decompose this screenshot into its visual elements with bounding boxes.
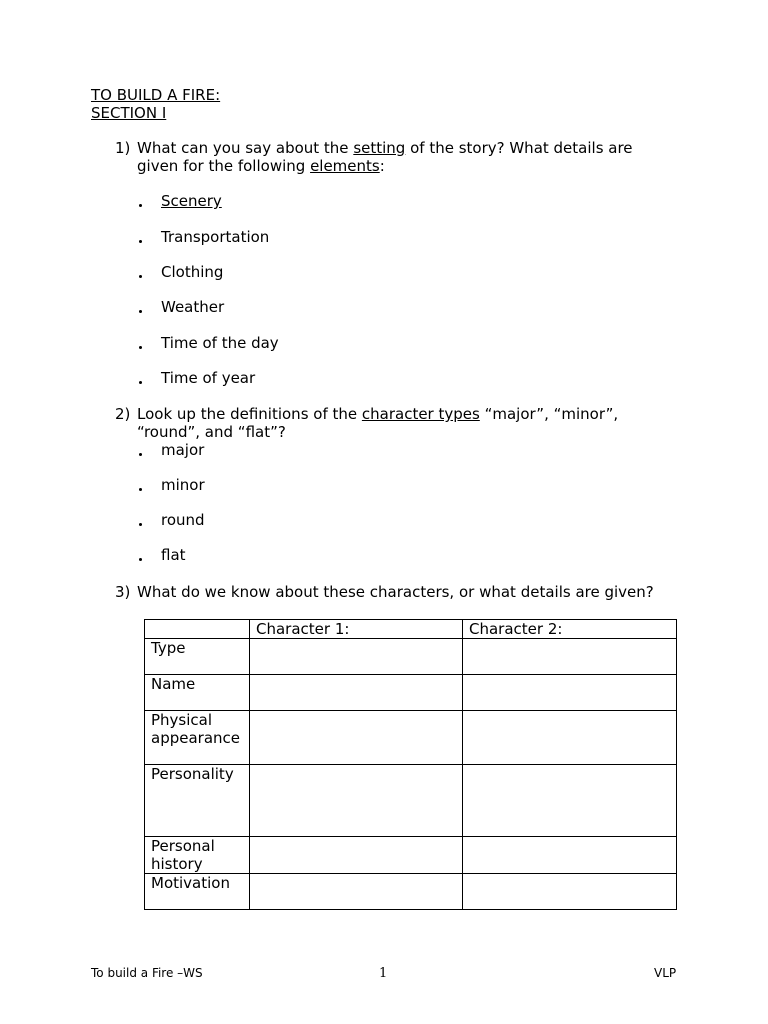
table-header-cell: Character 2:: [463, 620, 677, 639]
list-item-label: Transportation: [161, 228, 270, 246]
row-label-line: Personality: [151, 765, 234, 783]
answer-cell[interactable]: [463, 639, 677, 675]
row-label-line: Motivation: [151, 874, 230, 892]
row-label-line: Type: [151, 639, 186, 657]
bullet-icon: [139, 381, 142, 384]
table-row: [145, 675, 677, 711]
bullet-icon: [139, 558, 142, 561]
table-header-cell: [145, 620, 250, 639]
row-label-line: appearance: [151, 729, 240, 747]
bullet-icon: [139, 346, 142, 349]
answer-cell[interactable]: [250, 874, 463, 910]
row-label-line: Name: [151, 675, 196, 693]
table-row: [145, 837, 677, 874]
row-label: [145, 675, 250, 711]
term-setting: setting: [353, 139, 406, 157]
row-label: [145, 711, 250, 765]
list-item-label: minor: [161, 476, 205, 494]
row-label: [145, 874, 250, 910]
answer-cell[interactable]: [250, 675, 463, 711]
row-label: [145, 765, 250, 837]
bullet-icon: [139, 488, 142, 491]
list-item-label: Time of the day: [161, 334, 279, 352]
list-item-label: round: [161, 511, 205, 529]
table-header-cell: Character 1:: [250, 620, 463, 639]
question-text-line-2: [137, 157, 385, 175]
bullet-icon: [139, 240, 142, 243]
list-item-label: Clothing: [161, 263, 224, 281]
answer-cell[interactable]: [463, 837, 677, 874]
bullet-icon: [139, 523, 142, 526]
table-row: [145, 874, 677, 910]
row-label-line: Personal: [151, 837, 215, 855]
answer-cell[interactable]: [463, 711, 677, 765]
question-text: [137, 405, 618, 423]
bullet-icon: [139, 275, 142, 278]
question-text: [137, 139, 633, 157]
answer-cell[interactable]: [250, 711, 463, 765]
row-label-line: history: [151, 855, 203, 873]
answer-cell[interactable]: [463, 765, 677, 837]
text-run: of the story? What details are: [405, 139, 633, 157]
section-heading: SECTION I: [91, 104, 167, 122]
bullet-icon: [139, 453, 142, 456]
document-title: TO BUILD A FIRE:: [91, 86, 221, 104]
table-row: [145, 639, 677, 675]
footer-left: To build a Fire –WS: [91, 966, 203, 980]
answer-cell[interactable]: [250, 765, 463, 837]
row-label: [145, 639, 250, 675]
question-number: 2): [115, 405, 131, 423]
term-elements: elements: [310, 157, 380, 175]
question-number: 3): [115, 583, 131, 601]
text-run: What can you say about the: [137, 139, 354, 157]
bullet-icon: [139, 310, 142, 313]
character-table: [144, 619, 677, 910]
question-number: 1): [115, 139, 131, 157]
text-run: given for the following: [137, 157, 311, 175]
table-row: [145, 711, 677, 765]
text-run: “major”, “minor”,: [479, 405, 619, 423]
text-run: Look up the definitions of the: [137, 405, 362, 423]
row-label-line: Physical: [151, 711, 213, 729]
footer-right: VLP: [654, 966, 677, 980]
text-run: :: [379, 157, 385, 175]
list-item-label: Time of year: [161, 369, 256, 387]
list-item-label: Scenery: [161, 192, 222, 210]
answer-cell[interactable]: [250, 639, 463, 675]
list-item-label: Weather: [161, 298, 225, 316]
bullet-icon: [139, 204, 142, 207]
answer-cell[interactable]: [463, 675, 677, 711]
table-row: [145, 765, 677, 837]
list-item-label: flat: [161, 546, 186, 564]
question-text: What do we know about these characters, or what details are given?: [137, 583, 654, 601]
answer-cell[interactable]: [250, 837, 463, 874]
list-item-label: major: [161, 441, 205, 459]
term-character-types: character types: [361, 405, 480, 423]
answer-cell[interactable]: [463, 874, 677, 910]
question-text-line-2: “round”, and “flat”?: [137, 423, 286, 441]
row-label: [145, 837, 250, 874]
table-header-row: [145, 620, 677, 639]
page-number: 1: [379, 966, 388, 981]
